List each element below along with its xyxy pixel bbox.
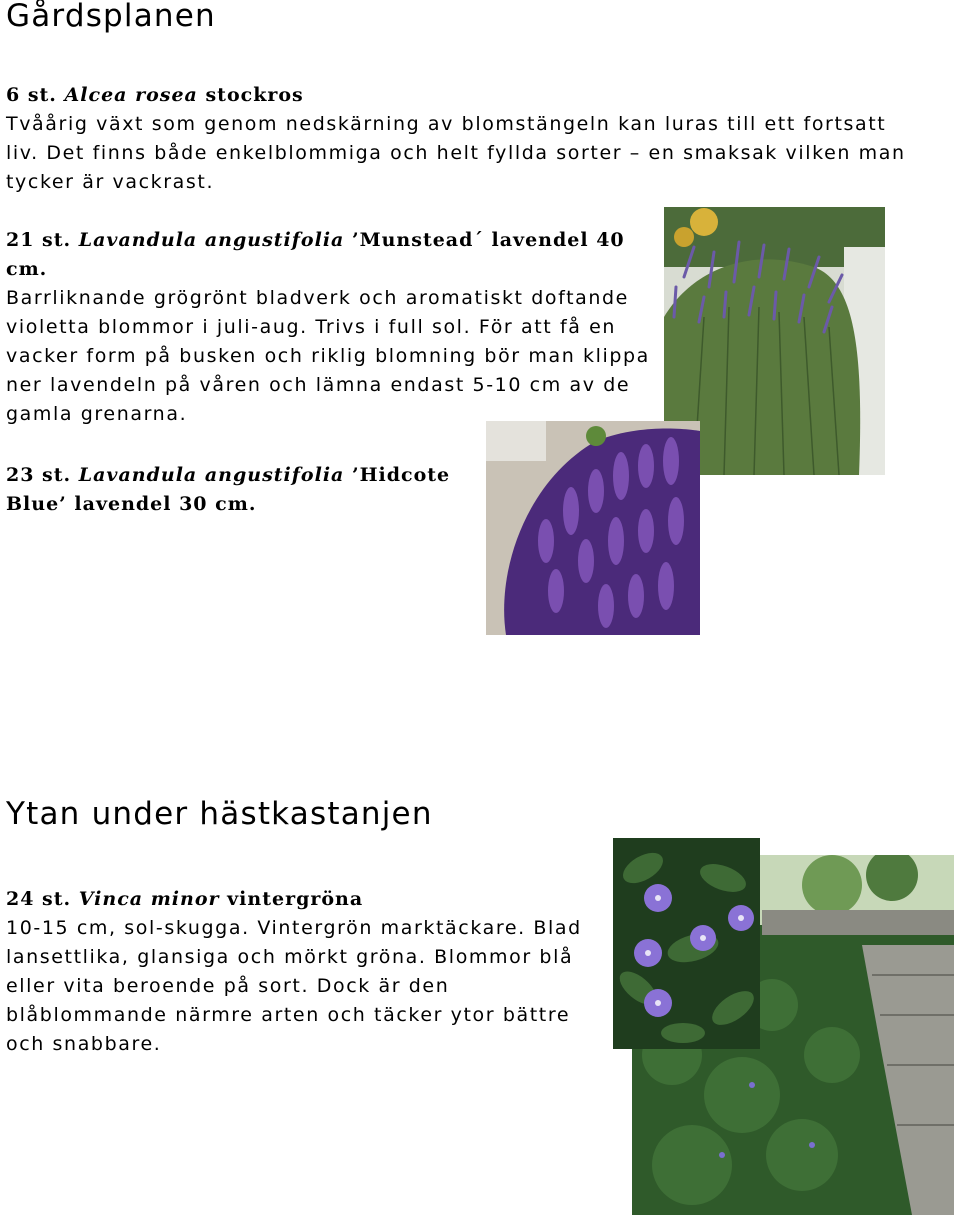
entry-title-lavandula-munstead [6,226,636,284]
lavender-hidcote-photo [486,421,700,635]
entry-title-lavandula-hidcote [6,461,456,519]
entry-count: 23 st. [6,464,79,486]
entry-title-alcea [6,81,304,110]
vinca-flowers-photo [613,838,760,1049]
entry-text-vinca: 10-15 cm, sol-skugga. Vintergrön marktäckare. Blad lansettlika, glansiga och mörkt gröna. Blommor blå eller vita beroende på sort. Dock är den blåblommande närmre arten och täcker ytor bättre och snabbare. [6,917,582,1055]
entry-count: 24 st. [6,888,79,910]
common-name: vintergröna [219,888,364,910]
latin-name: Lavandula angustifolia [78,229,345,251]
entry-text-alcea: Tvåårig växt som genom nedskärning av blomstängeln kan luras till ett fortsatt liv. Det finns både enkelblommiga och helt fyllda sorter – en smaksak vilken man tycker är vackrast. [6,113,906,193]
common-name: ’Hidcote Blue’ lavendel 30 cm. [6,464,451,515]
section-title-ytan: Ytan under hästkastanjen [6,796,433,832]
latin-name: Alcea rosea [64,84,198,106]
common-name: ’Munstead´ lavendel 40 cm. [6,229,625,280]
entry-title-vinca [6,885,363,914]
entry-count: 21 st. [6,229,79,251]
section-title-gardsplanen: Gårdsplanen [6,0,216,34]
latin-name: Lavandula angustifolia [78,464,345,486]
entry-count: 6 st. [6,84,65,106]
latin-name: Vinca minor [78,888,220,910]
common-name: stockros [197,84,304,106]
entry-text-lavandula-munstead: Barrliknande grögrönt bladverk och aromatiskt doftande violetta blommor i juli-aug. Trivs i full sol. För att få en vacker form på busken och riklig blomning bör man klippa ner lavendeln på våren och lämna endast 5-10 cm av de gamla grenarna. [6,287,650,425]
